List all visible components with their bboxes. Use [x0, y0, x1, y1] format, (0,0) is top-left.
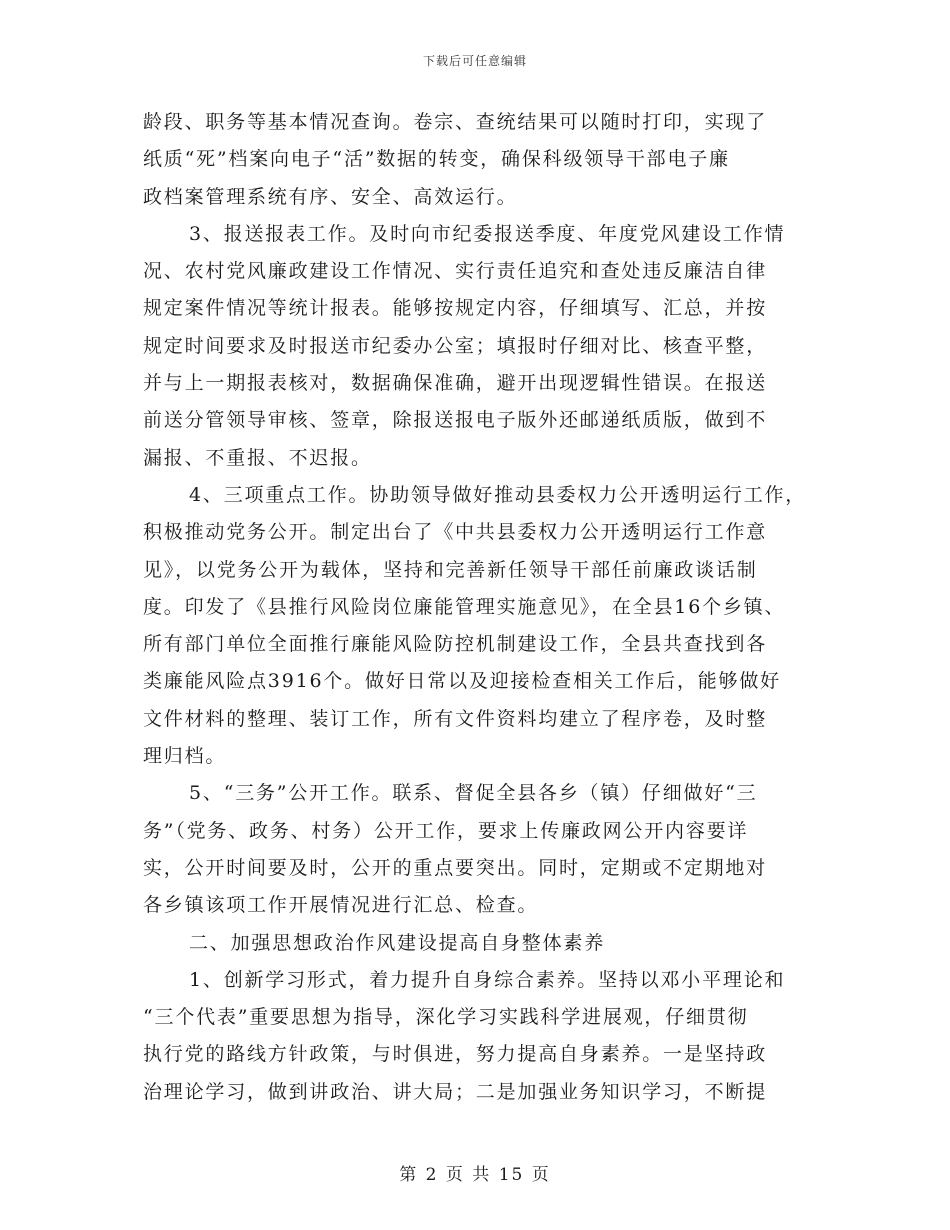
text-line: 5、“三务”公开工作。联系、督促全县各乡（镇）仔细做好“三	[189, 782, 758, 805]
text-line: 政档案管理系统有序、安全、高效运行。	[143, 185, 518, 208]
text-line: 务”（党务、政务、村务）公开工作，要求上传廉政网公开内容要详	[143, 819, 749, 842]
text-line: 并与上一期报表核对，数据确保准确，避开出现逻辑性错误。在报送	[143, 372, 768, 395]
text-line: 规定案件情况等统计报表。能够按规定内容，仔细填写、汇总，并按	[143, 297, 768, 320]
text-line: 实，公开时间要及时，公开的重点要突出。同时，定期或不定期地对	[143, 856, 768, 879]
text-line: 4、三项重点工作。协助领导做好推动县委权力公开透明运行工作，	[189, 483, 807, 506]
text-line: 执行党的路线方针政策，与时俱进，努力提高自身素养。一是坚持政	[143, 1043, 768, 1066]
document-body	[143, 104, 823, 1111]
text-line: “三个代表”重要思想为指导，深化学习实践科学进展观，仔细贯彻	[143, 1006, 749, 1029]
text-line: 二、加强思想政治作风建设提高自身整体素养	[189, 931, 606, 954]
text-line: 1、创新学习形式，着力提升自身综合素养。坚持以邓小平理论和	[189, 968, 786, 991]
page-footer: 第 2 页 共 15 页	[399, 1165, 551, 1185]
text-line: 治理论学习，做到讲政治、讲大局；二是加强业务知识学习，不断提	[143, 1080, 768, 1103]
text-line: 见》，以党务公开为载体，坚持和完善新任领导干部任前廉政谈话制	[143, 558, 758, 581]
text-line: 3、报送报表工作。及时向市纪委报送季度、年度党风建设工作情	[189, 222, 786, 245]
text-line: 类廉能风险点3916个。做好日常以及迎接检查相关工作后，能够做好	[143, 670, 781, 693]
page-header: 下载后可任意编辑	[422, 54, 527, 68]
text-line: 积极推动党务公开。制定出台了《中共县委权力公开透明运行工作意	[143, 521, 768, 544]
text-line: 各乡镇该项工作开展情况进行汇总、检查。	[143, 894, 539, 917]
text-line: 理归档。	[143, 745, 227, 768]
text-line: 纸质“死”档案向电子“活”数据的转变，确保科级领导干部电子廉	[143, 148, 730, 171]
text-line: 况、农村党风廉政建设工作情况、实行责任追究和查处违反廉洁自律	[143, 260, 768, 283]
text-line: 漏报、不重报、不迟报。	[143, 446, 372, 469]
text-line: 规定时间要求及时报送市纪委办公室；填报时仔细对比、核查平整，	[143, 334, 768, 357]
text-line: 所有部门单位全面推行廉能风险防控机制建设工作，全县共查找到各	[143, 633, 768, 656]
text-line: 文件材料的整理、装订工作，所有文件资料均建立了程序卷，及时整	[143, 707, 768, 730]
text-line: 度。印发了《县推行风险岗位廉能管理实施意见》，在全县16个乡镇、	[143, 595, 786, 618]
text-line: 前送分管领导审核、签章，除报送报电子版外还邮递纸质版，做到不	[143, 409, 768, 432]
text-line: 龄段、职务等基本情况查询。卷宗、查统结果可以随时打印，实现了	[143, 111, 768, 133]
